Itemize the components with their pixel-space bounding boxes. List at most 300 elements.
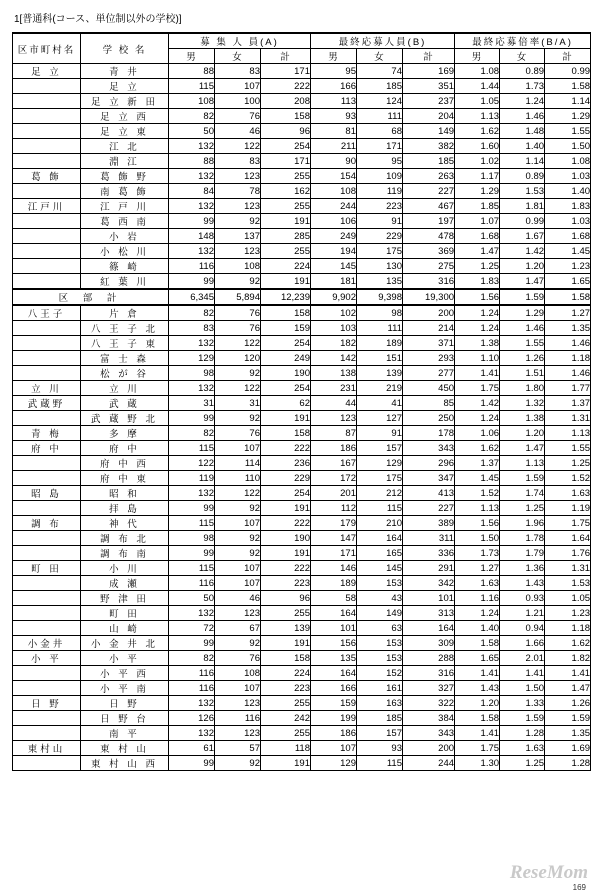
cell-ratio-female: 1.53 <box>500 184 545 199</box>
cell-capacity-total: 191 <box>261 411 311 426</box>
cell-ratio-male: 1.63 <box>455 576 500 591</box>
table-row <box>13 336 591 351</box>
row-school: 日 野 <box>81 696 169 711</box>
cell-ratio-female: 1.20 <box>500 259 545 274</box>
cell-capacity-female: 122 <box>215 139 261 154</box>
cell-applicants-female: 68 <box>357 124 403 139</box>
cell-capacity-male: 82 <box>169 651 215 666</box>
header-group-ratio: 最終応募倍率(B/A) <box>455 33 591 49</box>
cell-ratio-female: 0.89 <box>500 169 545 184</box>
cell-capacity-total: 255 <box>261 606 311 621</box>
cell-ratio-total: 1.26 <box>545 696 591 711</box>
cell-ratio-total: 1.55 <box>545 124 591 139</box>
row-school: 府 中 西 <box>81 456 169 471</box>
cell-ratio-female: 1.51 <box>500 366 545 381</box>
cell-ratio-male: 1.24 <box>455 305 500 321</box>
cell-capacity-female: 107 <box>215 79 261 94</box>
cell-capacity-female: 92 <box>215 546 261 561</box>
row-school: 町 田 <box>81 606 169 621</box>
cell-capacity-total: 191 <box>261 274 311 290</box>
cell-applicants-male: 182 <box>311 336 357 351</box>
header-applicants-male: 男 <box>311 49 357 64</box>
cell-capacity-total: 254 <box>261 139 311 154</box>
cell-applicants-female: 185 <box>357 711 403 726</box>
row-school: 武 蔵 野 北 <box>81 411 169 426</box>
cell-applicants-female: 95 <box>357 154 403 169</box>
cell-ratio-total: 1.29 <box>545 109 591 124</box>
row-school: 篠 崎 <box>81 259 169 274</box>
cell-capacity-female: 107 <box>215 681 261 696</box>
cell-applicants-male: 145 <box>311 259 357 274</box>
cell-applicants-female: 161 <box>357 681 403 696</box>
cell-capacity-female: 122 <box>215 336 261 351</box>
cell-capacity-female: 107 <box>215 561 261 576</box>
table-row <box>13 576 591 591</box>
cell-ratio-male: 1.52 <box>455 486 500 501</box>
row-city: 足 立 <box>13 64 81 79</box>
cell-capacity-male: 116 <box>169 666 215 681</box>
header-capacity-total: 計 <box>261 49 311 64</box>
cell-capacity-total: 171 <box>261 64 311 79</box>
cell-capacity-female: 123 <box>215 244 261 259</box>
cell-ratio-female: 1.47 <box>500 441 545 456</box>
cell-ratio-female: 1.25 <box>500 756 545 771</box>
cell-applicants-male: 95 <box>311 64 357 79</box>
cell-ratio-female: 1.40 <box>500 139 545 154</box>
cell-capacity-female: 92 <box>215 366 261 381</box>
row-school: 南 葛 飾 <box>81 184 169 199</box>
cell-ratio-total: 1.31 <box>545 411 591 426</box>
cell-capacity-male: 132 <box>169 336 215 351</box>
cell-ratio-total: 1.47 <box>545 681 591 696</box>
row-city: 立 川 <box>13 381 81 396</box>
row-school: 多 摩 <box>81 426 169 441</box>
cell-capacity-total: 158 <box>261 305 311 321</box>
table-row <box>13 696 591 711</box>
row-school: 南 平 <box>81 726 169 741</box>
cell-applicants-female: 124 <box>357 94 403 109</box>
cell-applicants-female: 98 <box>357 305 403 321</box>
cell-applicants-total: 293 <box>403 351 455 366</box>
cell-ratio-male: 1.75 <box>455 381 500 396</box>
cell-capacity-total: 158 <box>261 651 311 666</box>
row-city <box>13 244 81 259</box>
cell-capacity-male: 132 <box>169 199 215 214</box>
cell-capacity-total: 222 <box>261 441 311 456</box>
cell-capacity-female: 83 <box>215 64 261 79</box>
row-school: 小 岩 <box>81 229 169 244</box>
cell-ratio-male: 1.05 <box>455 94 500 109</box>
cell-ratio-female: 1.78 <box>500 531 545 546</box>
cell-ratio-female: 1.59 <box>500 289 545 305</box>
cell-ratio-total: 1.37 <box>545 396 591 411</box>
row-city <box>13 124 81 139</box>
row-school: 昭 和 <box>81 486 169 501</box>
cell-capacity-total: 242 <box>261 711 311 726</box>
row-city: 江戸川 <box>13 199 81 214</box>
row-city <box>13 184 81 199</box>
cell-ratio-male: 1.83 <box>455 274 500 290</box>
cell-capacity-female: 122 <box>215 381 261 396</box>
cell-ratio-female: 1.29 <box>500 305 545 321</box>
cell-applicants-male: 147 <box>311 531 357 546</box>
row-city <box>13 756 81 771</box>
cell-capacity-male: 99 <box>169 501 215 516</box>
table-row <box>13 396 591 411</box>
cell-ratio-male: 1.58 <box>455 711 500 726</box>
cell-applicants-male: 146 <box>311 561 357 576</box>
cell-ratio-female: 1.81 <box>500 199 545 214</box>
row-city <box>13 576 81 591</box>
cell-capacity-total: 158 <box>261 109 311 124</box>
cell-applicants-total: 384 <box>403 711 455 726</box>
cell-applicants-female: 93 <box>357 741 403 756</box>
cell-capacity-male: 115 <box>169 561 215 576</box>
row-school: 葛 西 南 <box>81 214 169 229</box>
header-capacity-male: 男 <box>169 49 215 64</box>
cell-applicants-male: 90 <box>311 154 357 169</box>
row-school: 山 崎 <box>81 621 169 636</box>
cell-applicants-male: 123 <box>311 411 357 426</box>
cell-ratio-male: 1.41 <box>455 726 500 741</box>
cell-applicants-female: 157 <box>357 441 403 456</box>
cell-ratio-male: 1.08 <box>455 64 500 79</box>
row-city: 府 中 <box>13 441 81 456</box>
table-header <box>13 33 591 64</box>
cell-applicants-male: 231 <box>311 381 357 396</box>
table-row <box>13 351 591 366</box>
cell-applicants-female: 153 <box>357 651 403 666</box>
cell-ratio-total: 1.55 <box>545 441 591 456</box>
cell-capacity-male: 99 <box>169 546 215 561</box>
cell-capacity-female: 114 <box>215 456 261 471</box>
row-school: 神 代 <box>81 516 169 531</box>
table-row <box>13 636 591 651</box>
cell-applicants-total: 389 <box>403 516 455 531</box>
cell-capacity-male: 115 <box>169 79 215 94</box>
cell-ratio-male: 1.16 <box>455 591 500 606</box>
cell-applicants-total: 149 <box>403 124 455 139</box>
cell-ratio-male: 1.20 <box>455 696 500 711</box>
cell-ratio-total: 1.03 <box>545 214 591 229</box>
cell-applicants-male: 87 <box>311 426 357 441</box>
cell-ratio-total: 1.58 <box>545 79 591 94</box>
cell-applicants-total: 291 <box>403 561 455 576</box>
cell-applicants-male: 58 <box>311 591 357 606</box>
cell-ratio-female: 1.46 <box>500 321 545 336</box>
cell-capacity-total: 191 <box>261 756 311 771</box>
cell-capacity-total: 255 <box>261 244 311 259</box>
cell-ratio-female: 1.50 <box>500 681 545 696</box>
cell-capacity-male: 82 <box>169 305 215 321</box>
cell-ratio-total: 1.50 <box>545 139 591 154</box>
cell-ratio-total: 1.14 <box>545 94 591 109</box>
cell-applicants-female: 74 <box>357 64 403 79</box>
cell-applicants-male: 159 <box>311 696 357 711</box>
cell-ratio-female: 1.46 <box>500 109 545 124</box>
cell-applicants-total: 347 <box>403 471 455 486</box>
cell-ratio-female: 1.74 <box>500 486 545 501</box>
cell-capacity-female: 100 <box>215 94 261 109</box>
cell-capacity-total: 255 <box>261 696 311 711</box>
cell-ratio-female: 1.96 <box>500 516 545 531</box>
header-applicants-female: 女 <box>357 49 403 64</box>
row-city <box>13 531 81 546</box>
cell-applicants-total: 85 <box>403 396 455 411</box>
header-capacity-female: 女 <box>215 49 261 64</box>
cell-applicants-female: 171 <box>357 139 403 154</box>
cell-applicants-male: 107 <box>311 741 357 756</box>
cell-ratio-total: 1.27 <box>545 305 591 321</box>
row-city <box>13 351 81 366</box>
cell-applicants-female: 164 <box>357 531 403 546</box>
cell-ratio-male: 1.45 <box>455 471 500 486</box>
cell-capacity-female: 123 <box>215 199 261 214</box>
cell-capacity-total: 191 <box>261 546 311 561</box>
row-school: 立 川 <box>81 381 169 396</box>
cell-ratio-female: 1.59 <box>500 471 545 486</box>
row-school: 小 平 西 <box>81 666 169 681</box>
cell-capacity-total: 171 <box>261 154 311 169</box>
cell-applicants-total: 343 <box>403 441 455 456</box>
row-city <box>13 456 81 471</box>
cell-capacity-total: 285 <box>261 229 311 244</box>
table-row <box>13 64 591 79</box>
row-total-label: 区 部 計 <box>13 289 169 305</box>
cell-ratio-female: 1.26 <box>500 351 545 366</box>
cell-capacity-total: 222 <box>261 561 311 576</box>
cell-ratio-male: 1.40 <box>455 621 500 636</box>
cell-capacity-total: 236 <box>261 456 311 471</box>
row-city <box>13 711 81 726</box>
cell-ratio-female: 1.32 <box>500 396 545 411</box>
table-row-total <box>13 289 591 305</box>
table-row <box>13 274 591 290</box>
cell-applicants-female: 115 <box>357 501 403 516</box>
cell-capacity-total: 222 <box>261 516 311 531</box>
cell-capacity-total: 222 <box>261 79 311 94</box>
cell-applicants-total: 169 <box>403 64 455 79</box>
row-school: 小 平 南 <box>81 681 169 696</box>
cell-capacity-male: 132 <box>169 381 215 396</box>
cell-applicants-male: 81 <box>311 124 357 139</box>
cell-capacity-female: 92 <box>215 636 261 651</box>
cell-capacity-female: 120 <box>215 351 261 366</box>
row-school: 淵 江 <box>81 154 169 169</box>
row-city <box>13 366 81 381</box>
cell-applicants-total: 250 <box>403 411 455 426</box>
cell-applicants-female: 149 <box>357 606 403 621</box>
row-city: 町 田 <box>13 561 81 576</box>
cell-capacity-female: 76 <box>215 305 261 321</box>
row-school: 江 戸 川 <box>81 199 169 214</box>
cell-applicants-female: 43 <box>357 591 403 606</box>
row-city <box>13 321 81 336</box>
cell-applicants-total: 244 <box>403 756 455 771</box>
row-city <box>13 139 81 154</box>
row-school: 東 村 山 <box>81 741 169 756</box>
cell-capacity-female: 107 <box>215 576 261 591</box>
row-city: 小 平 <box>13 651 81 666</box>
cell-applicants-female: 119 <box>357 184 403 199</box>
cell-capacity-total: 223 <box>261 576 311 591</box>
cell-applicants-male: 249 <box>311 229 357 244</box>
table-row <box>13 621 591 636</box>
cell-ratio-total: 1.63 <box>545 486 591 501</box>
cell-ratio-male: 1.62 <box>455 441 500 456</box>
row-school: 小 金 井 北 <box>81 636 169 651</box>
cell-capacity-female: 5,894 <box>215 289 261 305</box>
cell-ratio-female: 1.66 <box>500 636 545 651</box>
table-row <box>13 124 591 139</box>
cell-ratio-female: 1.13 <box>500 456 545 471</box>
cell-capacity-total: 159 <box>261 321 311 336</box>
cell-applicants-total: 467 <box>403 199 455 214</box>
cell-ratio-male: 1.10 <box>455 351 500 366</box>
cell-applicants-total: 311 <box>403 531 455 546</box>
cell-applicants-female: 130 <box>357 259 403 274</box>
header-group-capacity: 募 集 人 員(A) <box>169 33 311 49</box>
cell-capacity-total: 191 <box>261 214 311 229</box>
cell-capacity-male: 108 <box>169 94 215 109</box>
row-school: 足 立 <box>81 79 169 94</box>
header-group-applicants: 最終応募人員(B) <box>311 33 455 49</box>
cell-ratio-total: 1.77 <box>545 381 591 396</box>
cell-capacity-female: 76 <box>215 651 261 666</box>
page-number: 169 <box>572 883 586 892</box>
table-row <box>13 666 591 681</box>
table-row <box>13 726 591 741</box>
cell-applicants-male: 166 <box>311 681 357 696</box>
table-row <box>13 229 591 244</box>
cell-ratio-female: 1.63 <box>500 741 545 756</box>
cell-capacity-female: 83 <box>215 154 261 169</box>
cell-ratio-total: 1.76 <box>545 546 591 561</box>
cell-applicants-female: 152 <box>357 666 403 681</box>
cell-capacity-male: 132 <box>169 244 215 259</box>
cell-applicants-male: 189 <box>311 576 357 591</box>
cell-applicants-female: 115 <box>357 756 403 771</box>
table-row <box>13 139 591 154</box>
cell-applicants-total: 296 <box>403 456 455 471</box>
cell-applicants-total: 327 <box>403 681 455 696</box>
row-city <box>13 471 81 486</box>
cell-capacity-male: 88 <box>169 154 215 169</box>
row-city <box>13 229 81 244</box>
cell-applicants-total: 237 <box>403 94 455 109</box>
cell-ratio-male: 1.41 <box>455 666 500 681</box>
cell-applicants-total: 178 <box>403 426 455 441</box>
cell-capacity-total: 224 <box>261 666 311 681</box>
row-school: 富 士 森 <box>81 351 169 366</box>
row-city: 八王子 <box>13 305 81 321</box>
cell-ratio-male: 1.56 <box>455 516 500 531</box>
cell-capacity-male: 6,345 <box>169 289 215 305</box>
cell-ratio-female: 0.93 <box>500 591 545 606</box>
row-city: 青 梅 <box>13 426 81 441</box>
cell-ratio-total: 1.40 <box>545 184 591 199</box>
cell-applicants-total: 164 <box>403 621 455 636</box>
table-row <box>13 471 591 486</box>
cell-ratio-male: 1.24 <box>455 321 500 336</box>
cell-applicants-total: 413 <box>403 486 455 501</box>
cell-capacity-male: 122 <box>169 456 215 471</box>
cell-applicants-total: 277 <box>403 366 455 381</box>
table-row <box>13 259 591 274</box>
cell-applicants-female: 111 <box>357 321 403 336</box>
cell-ratio-female: 1.73 <box>500 79 545 94</box>
cell-applicants-total: 275 <box>403 259 455 274</box>
table-row <box>13 366 591 381</box>
cell-applicants-total: 263 <box>403 169 455 184</box>
cell-capacity-total: 254 <box>261 486 311 501</box>
cell-applicants-male: 181 <box>311 274 357 290</box>
cell-ratio-total: 1.13 <box>545 426 591 441</box>
cell-ratio-total: 1.23 <box>545 606 591 621</box>
cell-capacity-total: 62 <box>261 396 311 411</box>
row-school: 日 野 台 <box>81 711 169 726</box>
cell-applicants-male: 201 <box>311 486 357 501</box>
cell-applicants-male: 102 <box>311 305 357 321</box>
cell-applicants-total: 450 <box>403 381 455 396</box>
cell-applicants-female: 157 <box>357 726 403 741</box>
cell-applicants-female: 109 <box>357 169 403 184</box>
row-school: 八 王 子 北 <box>81 321 169 336</box>
cell-applicants-male: 9,902 <box>311 289 357 305</box>
cell-ratio-male: 1.43 <box>455 681 500 696</box>
cell-applicants-total: 478 <box>403 229 455 244</box>
row-school: 足 立 東 <box>81 124 169 139</box>
cell-ratio-total: 1.45 <box>545 244 591 259</box>
cell-applicants-male: 171 <box>311 546 357 561</box>
cell-applicants-female: 153 <box>357 636 403 651</box>
table-row <box>13 711 591 726</box>
cell-capacity-female: 122 <box>215 486 261 501</box>
cell-applicants-male: 106 <box>311 214 357 229</box>
table-row <box>13 411 591 426</box>
cell-ratio-male: 1.56 <box>455 289 500 305</box>
cell-applicants-male: 167 <box>311 456 357 471</box>
cell-ratio-male: 1.42 <box>455 396 500 411</box>
cell-ratio-total: 1.35 <box>545 321 591 336</box>
cell-capacity-total: 255 <box>261 726 311 741</box>
cell-capacity-male: 132 <box>169 696 215 711</box>
cell-capacity-total: 208 <box>261 94 311 109</box>
cell-capacity-female: 123 <box>215 696 261 711</box>
cell-applicants-female: 151 <box>357 351 403 366</box>
header-ratio-male: 男 <box>455 49 500 64</box>
cell-capacity-male: 132 <box>169 139 215 154</box>
table-row <box>13 591 591 606</box>
cell-ratio-male: 1.50 <box>455 531 500 546</box>
row-school: 江 北 <box>81 139 169 154</box>
cell-capacity-female: 123 <box>215 606 261 621</box>
row-school: 府 中 東 <box>81 471 169 486</box>
cell-applicants-female: 145 <box>357 561 403 576</box>
row-school: 調 布 北 <box>81 531 169 546</box>
cell-ratio-female: 1.14 <box>500 154 545 169</box>
cell-ratio-female: 1.42 <box>500 244 545 259</box>
cell-capacity-male: 82 <box>169 426 215 441</box>
cell-applicants-female: 219 <box>357 381 403 396</box>
cell-ratio-male: 1.24 <box>455 606 500 621</box>
cell-ratio-total: 1.46 <box>545 366 591 381</box>
cell-capacity-female: 107 <box>215 516 261 531</box>
cell-capacity-total: 254 <box>261 381 311 396</box>
cell-applicants-female: 185 <box>357 79 403 94</box>
row-city: 昭 島 <box>13 486 81 501</box>
cell-ratio-male: 1.07 <box>455 214 500 229</box>
